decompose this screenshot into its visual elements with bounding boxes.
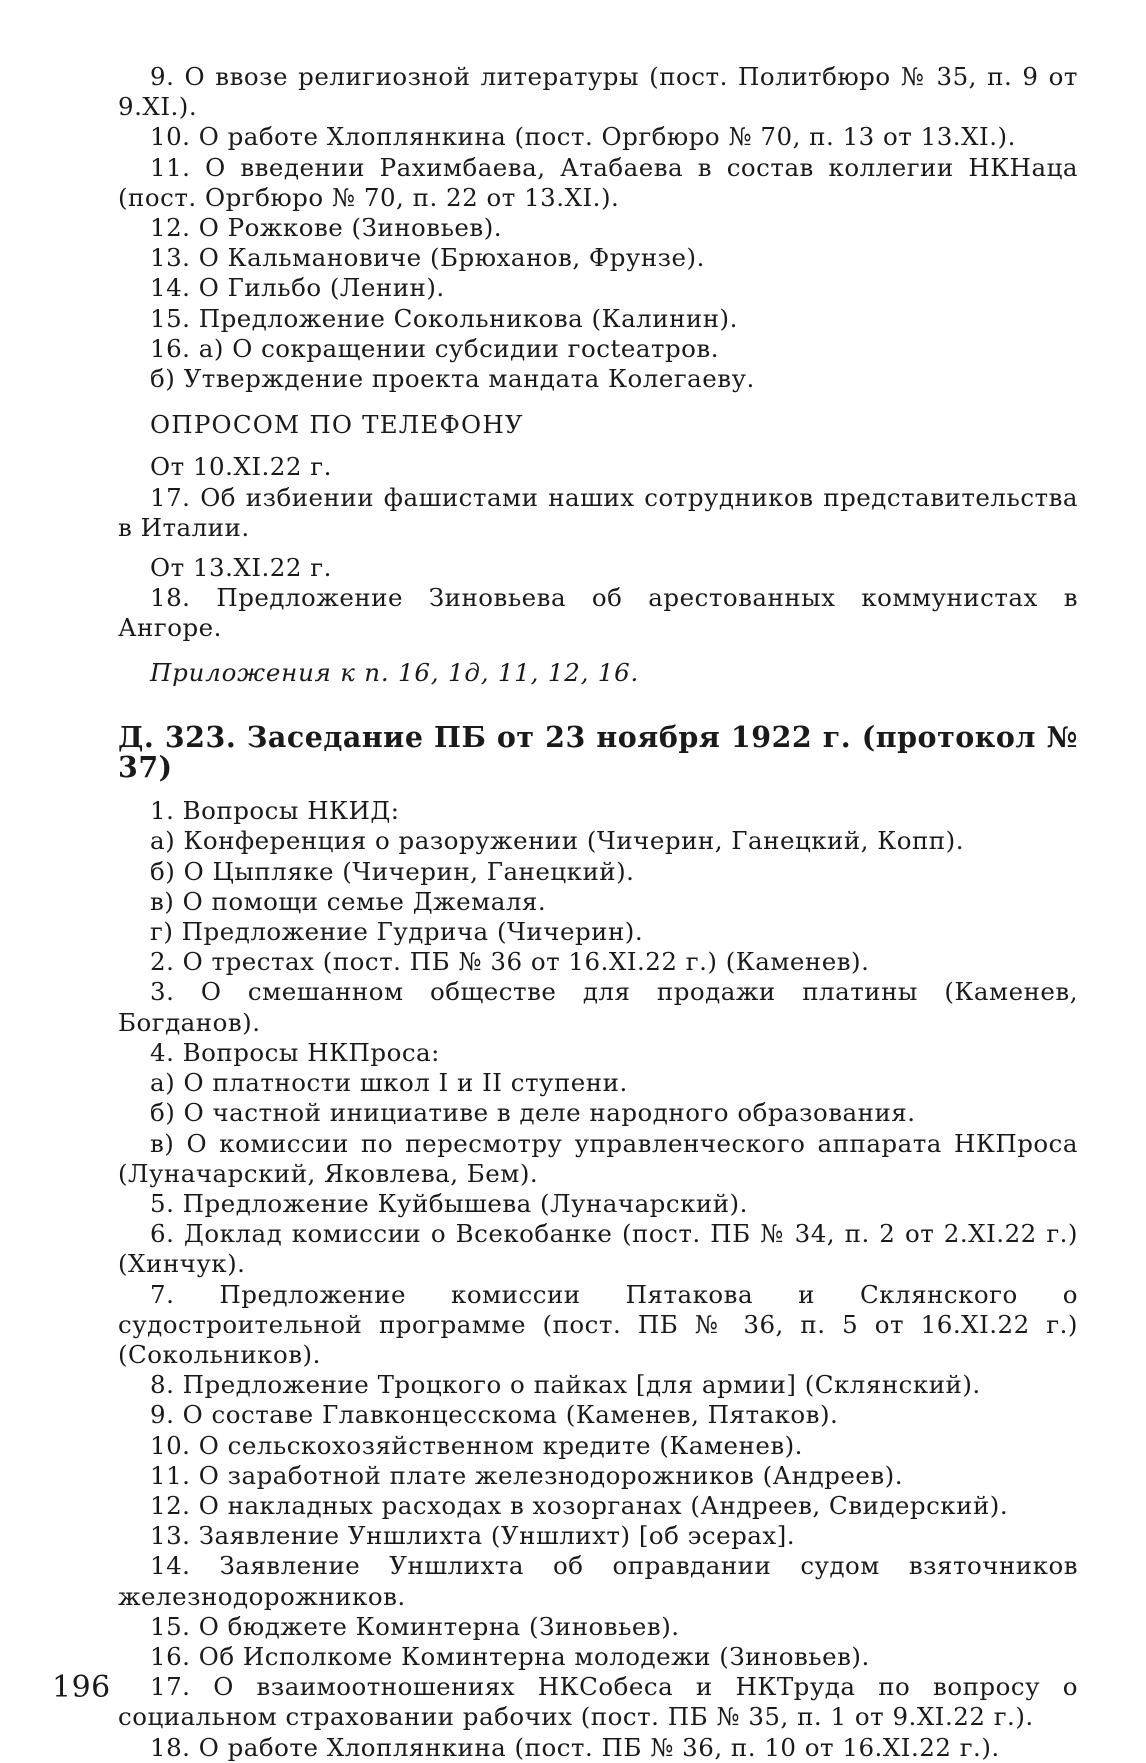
page-number: 196: [52, 1670, 111, 1705]
list-item: 10. О сельскохозяйственном кредите (Каменев).: [150, 1430, 803, 1460]
list-item: а) О платности школ I и II ступени.: [150, 1068, 628, 1098]
list-item: 11. О заработной плате железнодорожников (Андреев).: [150, 1460, 903, 1490]
list-item: 1. Вопросы НКИД:: [150, 796, 400, 826]
list-item: 6. Доклад комиссии о Всекобанке (пост. ПБ № 34, п. 2 от 2.XI.22 г.) (Хинчук).: [118, 1219, 1078, 1279]
list-item: 17. Об избиении фашистами наших сотрудников представительства в Италии.: [118, 482, 1078, 542]
list-item: 17. О взаимоотношениях НКСобеса и НКТруда по вопросу о социальном страховании рабочих (пост. ПБ № 35, п. 1 от 9.XI.22 г.).: [118, 1672, 1078, 1732]
list-item: 14. Заявление Уншлихта об оправдании судом взяточников железнодорожников.: [118, 1551, 1078, 1611]
list-item: 8. Предложение Троцкого о пайках [для армии] (Склянский).: [150, 1370, 981, 1400]
list-item: 14. О Гильбо (Ленин).: [150, 273, 445, 303]
page-body: [118, 62, 1078, 1763]
list-item: 12. О накладных расходах в хозорганах (Андреев, Свидерский).: [150, 1490, 1009, 1520]
date-line: От 13.XI.22 г.: [150, 553, 332, 583]
list-item: 9. О ввозе религиозной литературы (пост. Политбюро № 35, п. 9 от 9.XI.).: [118, 62, 1078, 122]
list-item: в) О помощи семье Джемаля.: [150, 886, 547, 916]
document-title: Д. 323. Заседание ПБ от 23 ноября 1922 г. (протокол № 37): [118, 719, 1078, 785]
list-item: 4. Вопросы НКПроса:: [150, 1037, 440, 1067]
list-item: 3. О смешанном обществе для продажи платины (Каменев, Богданов).: [118, 977, 1078, 1037]
list-item: в) О комиссии по пересмотру управленческого аппарата НКПроса (Луначарский, Яковлева, Бем).: [118, 1128, 1078, 1188]
list-item: 18. О работе Хлоплянкина (пост. ПБ № 36, п. 10 от 16.XI.22 г.).: [150, 1732, 1000, 1762]
date-line: От 10.XI.22 г.: [150, 452, 332, 482]
list-item: 16. Об Исполкоме Коминтерна молодежи (Зиновьев).: [150, 1641, 870, 1671]
list-item: 15. О бюджете Коминтерна (Зиновьев).: [150, 1611, 680, 1641]
list-item: 11. О введении Рахимбаева, Атабаева в состав коллегии НКНаца (пост. Оргбюро № 70, п. 22 от 13.XI.).: [118, 152, 1078, 212]
list-item: 9. О составе Главконцесскома (Каменев, Пятаков).: [150, 1400, 839, 1430]
list-item: 18. Предложение Зиновьева об арестованных коммунистах в Ангоре.: [118, 583, 1078, 643]
appendix-note: Приложения к п. 16, 1д, 11, 12, 16.: [150, 657, 640, 687]
list-item: б) О частной инициативе в деле народного образования.: [150, 1098, 916, 1128]
list-item: 10. О работе Хлоплянкина (пост. Оргбюро № 70, п. 13 от 13.XI.).: [150, 122, 1016, 152]
phone-poll-heading: ОПРОСОМ ПО ТЕЛЕФОНУ: [150, 410, 524, 440]
list-item: б) Утверждение проекта мандата Колегаеву.: [150, 364, 755, 394]
list-item: а) Конференция о разоружении (Чичерин, Ганецкий, Копп).: [150, 826, 964, 856]
list-item: 12. О Рожкове (Зиновьев).: [150, 213, 503, 243]
list-item: г) Предложение Гудрича (Чичерин).: [150, 917, 644, 947]
list-item: 15. Предложение Сокольникова (Калинин).: [150, 303, 738, 333]
list-item: 16. а) О сокращении субсидии госteатров.: [150, 333, 720, 363]
list-item: 7. Предложение комиссии Пятакова и Склянского о судостроительной программе (пост. ПБ № 36, п. 5 от 16.XI.22 г.) (Сокольников).: [118, 1279, 1078, 1369]
list-item: 5. Предложение Куйбышева (Луначарский).: [150, 1188, 748, 1218]
list-item: 2. О трестах (пост. ПБ № 36 от 16.XI.22 г.) (Каменев).: [150, 947, 870, 977]
list-item: 13. Заявление Уншлихта (Уншлихт) [об эсерах].: [150, 1521, 796, 1551]
list-item: 13. О Кальмановиче (Брюханов, Фрунзе).: [150, 243, 705, 273]
list-item: б) О Цыпляке (Чичерин, Ганецкий).: [150, 856, 635, 886]
